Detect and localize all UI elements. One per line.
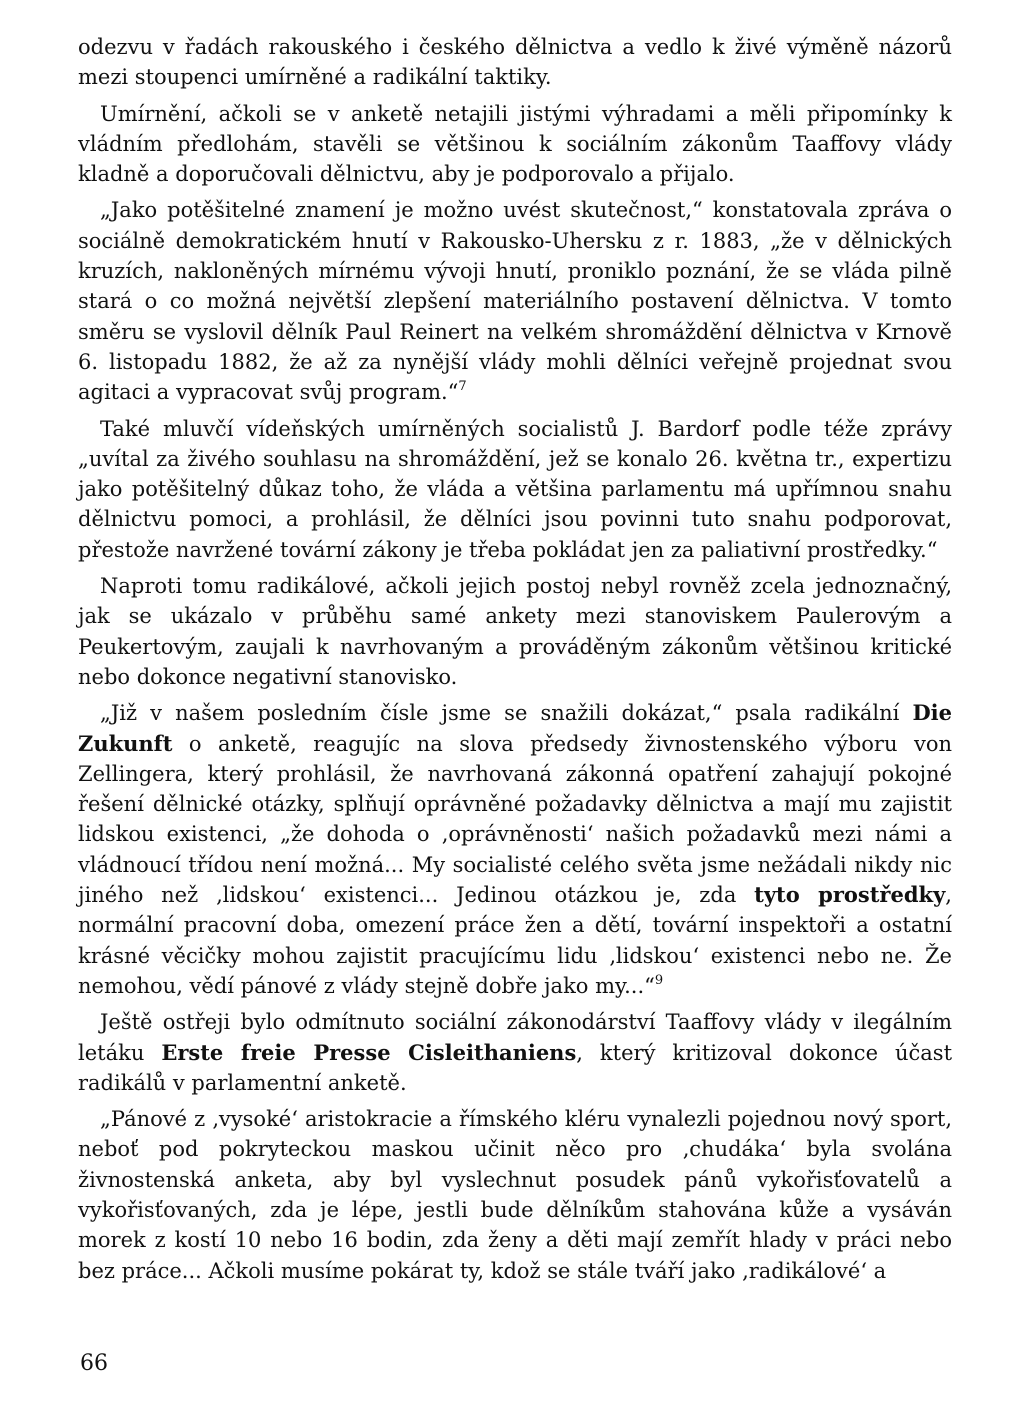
text-run: „Jako potěšitelné znamení je možno uvést skutečnost,“ konstatovala zpráva o sociálně demokratickém hnutí v Rakousko-Uhersku z r. 1883, „že v dělnických kruzích, nakloněných mírnému vývoji hnutí, proniklo poznání, že se vláda pilně stará o co možná největší zlepšení materiálního postavení dělnictva. V tomto směru se vyslovil dělník Paul Reinert na velkém shromáždění dělnictva v Krnově 6. listopadu 1882, že až za nynější vlády mohli dělníci veřejně projednat svou agitaci a vypracovat svůj program.“ xyxy=(78,198,952,405)
text-run: Také mluvčí vídeňských umírněných socialistů J. Bardorf podle téže zprávy „uvítal za živého souhlasu na shromáždění, jež se konalo 26. května tr., expertizu jako potěšitelný důkaz toho, že vláda a většina parlamentu má upřímnou snahu dělnictvu pomoci, a prohlásil, že dělníci jsou povinni tuto snahu podporovat, přestože navržené tovární zákony je třeba pokládat jen za paliativní prostředky.“ xyxy=(78,416,952,562)
paragraph xyxy=(78,32,952,93)
text-run: , který kritizoval dokonce účast radikálů v parlamentní anketě. xyxy=(78,1040,953,1095)
bold-title: tyto prostředky xyxy=(754,882,946,908)
page-number: 66 xyxy=(80,1351,108,1376)
text-run: o anketě, reagujíc na slova předsedy živnostenského výboru von Zellingera, který prohlásil, že navrhovaná zákonná opatření zahajují pokojné řešení dělnické otázky, splňují oprávněné požadavky dělnictva a mají mu zajistit lidskou existenci, „že dohoda o ‚oprávněnosti‘ našich požadavků mezi námi a vládnoucí třídou není možná... My socialisté celého světa jsme nežádali nikdy nic jiného než ‚lidskou‘ existenci... Jedinou otázkou je, zda xyxy=(78,731,952,908)
paragraph xyxy=(78,571,952,692)
paragraph xyxy=(78,698,952,1001)
paragraph xyxy=(78,99,952,190)
text-run: „Pánové z ‚vysoké‘ aristokracie a římského kléru vynalezli pojednou nový sport, neboť pod pokryteckou maskou učinit něco pro ‚chudáka‘ byla svolána živnostenská anketa, aby byl vyslechnut posudek pánů vykořisťovatelů a vykořisťovaných, zda je lépe, jestli bude dělníkům stahována kůže a vysáván morek z kostí 10 nebo 16 bodin, zda ženy a děti mají zemřít hlady v práci nebo bez práce... Ačkoli musíme pokárat ty, kdož se stále tváří jako ‚radikálové‘ a xyxy=(78,1107,952,1283)
paragraph xyxy=(78,414,952,565)
text-run: Ještě ostřeji bylo odmítnuto sociální zákonodárství Taaffovy vlády v ilegálním letáku xyxy=(78,1010,952,1065)
paragraph xyxy=(78,1007,952,1098)
text-run: , normální pracovní doba, omezení práce žen a dětí, tovární inspektoři a ostatní krásné věcičky mohou zajistit pracujícímu lidu ‚lidskou‘ existenci nebo ne. Že nemohou, vědí pánové z vlády stejně dobře jako my...“ xyxy=(78,883,952,998)
text-run: Umírnění, ačkoli se v anketě netajili jistými výhradami a měli připomínky k vládním předlohám, stavěli se většinou k sociálním zákonům Taaffovy vlády kladně a doporučovali dělnictvu, aby je podporovalo a přijalo. xyxy=(78,101,952,187)
body-text xyxy=(78,32,952,1286)
paragraph xyxy=(78,1104,952,1286)
paragraph xyxy=(78,195,952,407)
book-page xyxy=(78,32,952,1292)
text-run: odezvu v řadách rakouského i českého dělnictva a vedlo k živé výměně názorů mezi stoupenci umírněné a radikální taktiky. xyxy=(78,35,952,90)
footnote-marker: 9 xyxy=(654,972,664,988)
text-run: Naproti tomu radikálové, ačkoli jejich postoj nebyl rovněž zcela jednoznačný, jak se ukázalo v průběhu samé ankety mezi stanoviskem Paulerovým a Peukertovým, zaujali k navrhovaným a prováděným zákonům většinou kritické nebo dokonce negativní stanovisko. xyxy=(78,574,952,689)
bold-title: Die Zukunft xyxy=(78,700,952,756)
bold-title: Erste freie Presse Cisleithaniens xyxy=(161,1039,577,1065)
text-run: „Již v našem posledním čísle jsme se snažili dokázat,“ psala radikální xyxy=(100,701,913,726)
footnote-marker: 7 xyxy=(458,379,467,395)
